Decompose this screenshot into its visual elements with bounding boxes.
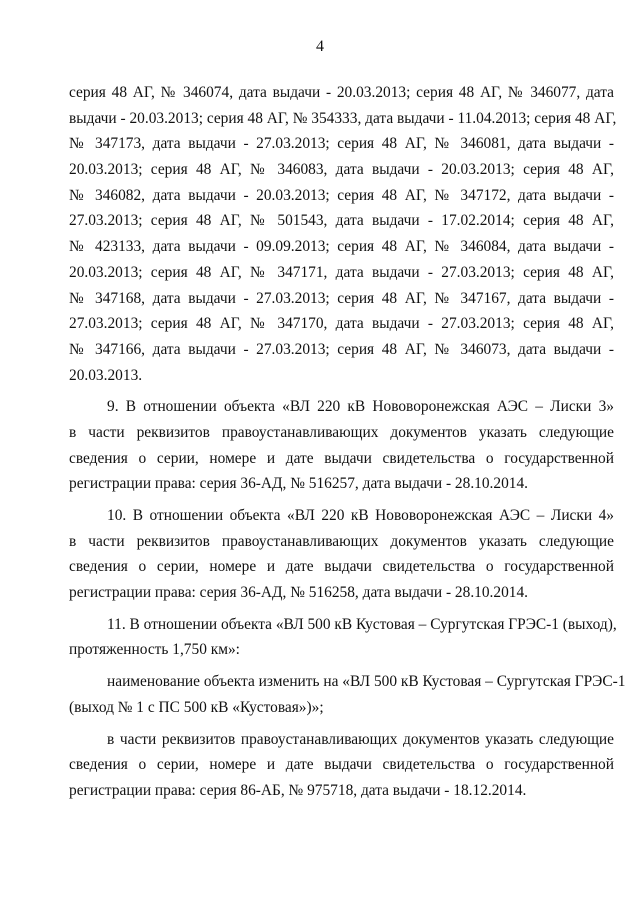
text-line: 27.03.2013; серия 48 АГ, № 501543, дата выдачи - 17.02.2014; серия 48 АГ,	[69, 212, 614, 230]
text-line: 11. В отношении объекта «ВЛ 500 кВ Кустовая – Сургутская ГРЭС-1 (выход),	[107, 615, 617, 633]
text-line: № 347168, дата выдачи - 27.03.2013; серия 48 АГ, № 347167, дата выдачи -	[69, 289, 614, 307]
text-line: № 423133, дата выдачи - 09.09.2013; серия 48 АГ, № 346084, дата выдачи -	[69, 238, 614, 256]
text-line: № 347173, дата выдачи - 27.03.2013; серия 48 АГ, № 346081, дата выдачи -	[69, 135, 614, 153]
text-line: сведения о серии, номере и дате выдачи свидетельства о государственной	[69, 558, 614, 576]
text-line: 20.03.2013; серия 48 АГ, № 347171, дата выдачи - 27.03.2013; серия 48 АГ,	[69, 263, 614, 281]
text-line: № 346082, дата выдачи - 20.03.2013; серия 48 АГ, № 347172, дата выдачи -	[69, 186, 614, 204]
text-line: сведения о серии, номере и дате выдачи свидетельства о государственной	[69, 449, 614, 467]
text-line: регистрации права: серия 36-АД, № 516258, дата выдачи - 28.10.2014.	[69, 584, 529, 602]
text-line: 9. В отношении объекта «ВЛ 220 кВ Нововоронежская АЭС – Лиски 3»	[107, 398, 614, 416]
text-line: (выход № 1 с ПС 500 кВ «Кустовая»)»;	[69, 698, 324, 716]
text-line: сведения о серии, номере и дате выдачи свидетельства о государственной	[69, 756, 614, 774]
paragraph	[69, 612, 617, 663]
text-line: регистрации права: серия 36-АД, № 516257, дата выдачи - 28.10.2014.	[69, 475, 529, 493]
text-line: протяженность 1,750 км»:	[69, 641, 240, 659]
text-line: выдачи - 20.03.2013; серия 48 АГ, № 354333, дата выдачи - 11.04.2013; серия 48 АГ,	[69, 109, 617, 127]
text-line: 20.03.2013.	[69, 366, 143, 384]
document-body	[69, 80, 626, 804]
paragraph	[69, 394, 614, 497]
text-line: в части реквизитов правоустанавливающих документов указать следующие	[69, 532, 614, 550]
text-line: в части реквизитов правоустанавливающих документов указать следующие	[69, 423, 614, 441]
paragraph	[69, 80, 617, 388]
text-line: в части реквизитов правоустанавливающих документов указать следующие	[107, 730, 614, 748]
text-line: № 347166, дата выдачи - 27.03.2013; серия 48 АГ, № 346073, дата выдачи -	[69, 340, 614, 358]
text-line: 10. В отношении объекта «ВЛ 220 кВ Нововоронежская АЭС – Лиски 4»	[107, 507, 614, 524]
text-line: наименование объекта изменить на «ВЛ 500 кВ Кустовая – Сургутская ГРЭС-1	[107, 673, 626, 691]
text-line: 20.03.2013; серия 48 АГ, № 346083, дата выдачи - 20.03.2013; серия 48 АГ,	[69, 161, 614, 179]
text-line: регистрации права: серия 86-АБ, № 975718, дата выдачи - 18.12.2014.	[69, 781, 527, 799]
text-line: 27.03.2013; серия 48 АГ, № 347170, дата выдачи - 27.03.2013; серия 48 АГ,	[69, 315, 614, 333]
text-line: серия 48 АГ, № 346074, дата выдачи - 20.03.2013; серия 48 АГ, № 346077, дата	[69, 84, 614, 101]
paragraph	[69, 669, 626, 720]
paragraph	[69, 503, 614, 606]
page-number: 4	[316, 38, 324, 55]
paragraph	[69, 727, 614, 804]
